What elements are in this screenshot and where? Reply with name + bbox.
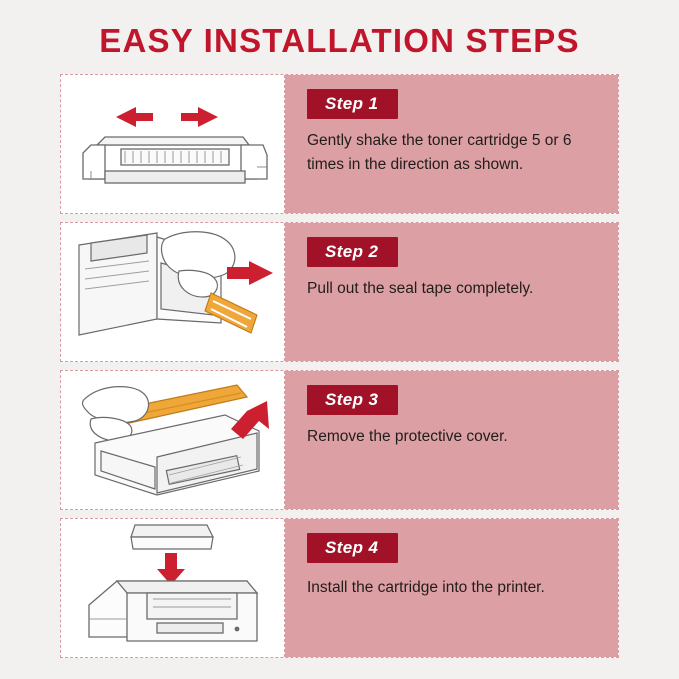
step-3-illustration [61, 371, 285, 509]
list-item [60, 518, 619, 658]
hand-pulling-seal-tape-icon [61, 223, 284, 361]
step-4-illustration [61, 519, 285, 657]
status-badge: Step 3 [307, 385, 398, 415]
list-item [60, 222, 619, 362]
step-1-description: Gently shake the toner cartridge 5 or 6 times in the direction as shown. [307, 132, 572, 174]
status-badge: Step 4 [307, 533, 398, 563]
list-item [60, 74, 619, 214]
step-4-description: Install the cartridge into the printer. [307, 579, 545, 596]
steps-list [0, 74, 679, 658]
page-title: EASY INSTALLATION STEPS [99, 22, 580, 59]
step-2-description: Pull out the seal tape completely. [307, 280, 534, 297]
step-1-text-panel [285, 75, 618, 213]
step-2-illustration [61, 223, 285, 361]
hand-removing-protective-cover-icon [61, 371, 284, 509]
step-2-text-panel [285, 223, 618, 361]
step-4-text-panel [285, 519, 618, 657]
toner-cartridge-shake-icon [61, 75, 284, 213]
list-item [60, 370, 619, 510]
printer-install-cartridge-icon [61, 519, 284, 657]
status-badge: Step 1 [307, 89, 398, 119]
step-3-text-panel [285, 371, 618, 509]
step-3-description: Remove the protective cover. [307, 428, 508, 445]
step-1-illustration [61, 75, 285, 213]
status-badge: Step 2 [307, 237, 398, 267]
